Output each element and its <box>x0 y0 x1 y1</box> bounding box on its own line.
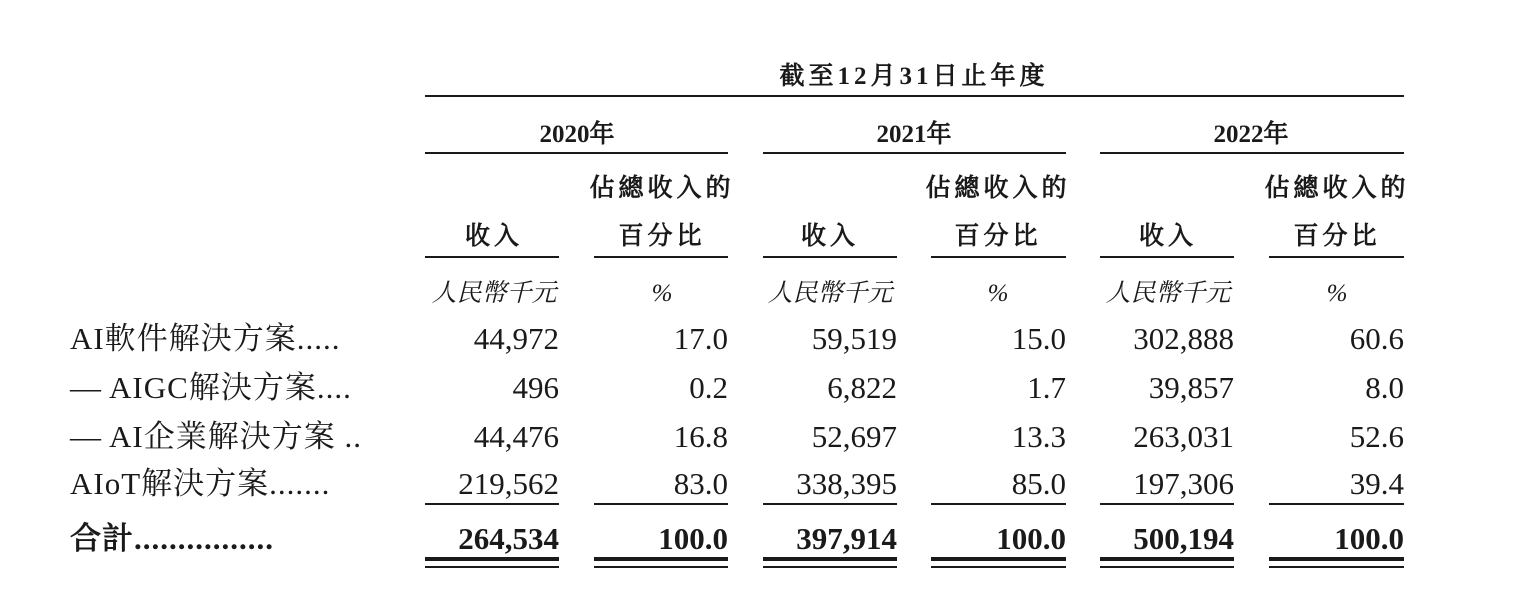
table-cell: 44,972 <box>473 321 559 356</box>
table-cell: 17.0 <box>673 321 728 356</box>
revenue-header: 收入 <box>1138 223 1198 250</box>
subtotal-rule <box>1100 503 1234 505</box>
row-label-ai-enterprise: — AI企業解決方案 .. <box>70 419 362 454</box>
table-cell: 8.0 <box>1365 370 1404 405</box>
year-2021-header: 2021年 <box>876 121 952 148</box>
table-cell: 496 <box>512 370 559 405</box>
column-rule <box>1269 256 1404 258</box>
year-rule <box>1100 152 1404 154</box>
table-cell: 15.0 <box>1011 321 1066 356</box>
pct-header-line2: 百分比 <box>954 223 1042 250</box>
total-cell: 264,534 <box>458 521 559 556</box>
row-label-ai-software: AI軟件解決方案..... <box>70 321 341 356</box>
table-cell: 39.4 <box>1349 466 1404 501</box>
table-cell: 263,031 <box>1133 419 1234 454</box>
year-2020-header: 2020年 <box>539 121 615 148</box>
table-cell: 83.0 <box>673 466 728 501</box>
table-cell: 1.7 <box>1027 370 1066 405</box>
column-rule <box>931 256 1066 258</box>
row-label-aigc: — AIGC解決方案.... <box>70 370 352 405</box>
table-cell: 219,562 <box>458 466 559 501</box>
table-cell: 59,519 <box>811 321 897 356</box>
table-cell: 338,395 <box>796 466 897 501</box>
total-double-rule <box>931 557 1066 561</box>
column-rule <box>763 256 897 258</box>
subtotal-rule <box>594 503 728 505</box>
total-double-rule <box>1269 557 1404 561</box>
table-cell: 0.2 <box>689 370 728 405</box>
pct-header-line2: 百分比 <box>618 223 706 250</box>
row-label-aiot: AIoT解決方案....... <box>70 466 331 501</box>
total-cell: 100.0 <box>658 521 728 556</box>
table-cell: 6,822 <box>827 370 897 405</box>
row-label-total: 合計................ <box>70 521 274 556</box>
table-cell: 52.6 <box>1349 419 1404 454</box>
total-double-rule <box>763 557 897 561</box>
period-header: 截至12月31日止年度 <box>779 63 1049 90</box>
total-double-rule <box>594 566 728 568</box>
total-double-rule <box>1100 557 1234 561</box>
table-cell: 60.6 <box>1349 321 1404 356</box>
unit-pct: % <box>987 280 1009 307</box>
column-rule <box>1100 256 1234 258</box>
subtotal-rule <box>763 503 897 505</box>
total-cell: 100.0 <box>1334 521 1404 556</box>
subtotal-rule <box>425 503 559 505</box>
revenue-header: 收入 <box>464 223 524 250</box>
table-cell: 16.8 <box>673 419 728 454</box>
pct-header-line1: 佔總收入的 <box>1264 175 1410 202</box>
subtotal-rule <box>931 503 1066 505</box>
table-cell: 302,888 <box>1133 321 1234 356</box>
unit-pct: % <box>651 280 673 307</box>
total-double-rule <box>1269 566 1404 568</box>
total-double-rule <box>425 566 559 568</box>
unit-revenue: 人民幣千元 <box>767 280 893 307</box>
table-cell: 197,306 <box>1133 466 1234 501</box>
revenue-header: 收入 <box>800 223 860 250</box>
table-cell: 13.3 <box>1011 419 1066 454</box>
year-2022-header: 2022年 <box>1213 121 1289 148</box>
unit-revenue: 人民幣千元 <box>431 280 557 307</box>
total-cell: 397,914 <box>796 521 897 556</box>
total-double-rule <box>1100 566 1234 568</box>
table-cell: 52,697 <box>811 419 897 454</box>
table-cell: 85.0 <box>1011 466 1066 501</box>
column-rule <box>594 256 728 258</box>
column-rule <box>425 256 559 258</box>
total-cell: 500,194 <box>1133 521 1234 556</box>
total-double-rule <box>425 557 559 561</box>
period-rule <box>425 95 1404 97</box>
pct-header-line1: 佔總收入的 <box>589 175 735 202</box>
total-double-rule <box>931 566 1066 568</box>
table-cell: 39,857 <box>1148 370 1234 405</box>
total-cell: 100.0 <box>996 521 1066 556</box>
total-double-rule <box>594 557 728 561</box>
unit-revenue: 人民幣千元 <box>1105 280 1231 307</box>
subtotal-rule <box>1269 503 1404 505</box>
unit-pct: % <box>1326 280 1348 307</box>
year-rule <box>425 152 728 154</box>
pct-header-line2: 百分比 <box>1293 223 1381 250</box>
year-rule <box>763 152 1066 154</box>
table-cell: 44,476 <box>473 419 559 454</box>
total-double-rule <box>763 566 897 568</box>
pct-header-line1: 佔總收入的 <box>925 175 1071 202</box>
